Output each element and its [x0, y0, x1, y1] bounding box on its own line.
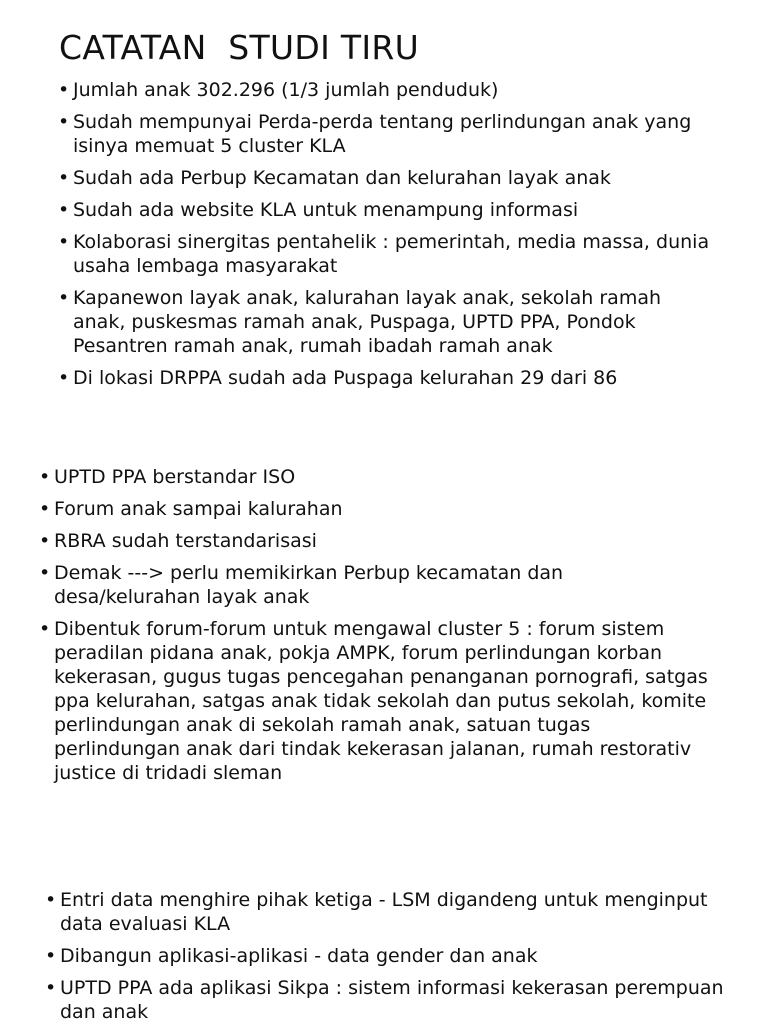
- list-item: [45, 976, 725, 1024]
- bullet-icon: •: [58, 167, 70, 189]
- list-item-text: Jumlah anak 302.296 (1/3 jumlah penduduk): [73, 79, 499, 101]
- list-item-text: Kolaborasi sinergitas pentahelik : pemerintah, media massa, dunia usaha lembaga masyarakat: [73, 231, 710, 277]
- bullet-icon: •: [39, 618, 51, 640]
- notes-list-1: [58, 78, 718, 398]
- list-item: [39, 529, 711, 553]
- list-item-text: RBRA sudah terstandarisasi: [54, 530, 317, 552]
- bullet-icon: •: [45, 889, 57, 911]
- list-item-text: Kapanewon layak anak, kalurahan layak anak, sekolah ramah anak, puskesmas ramah anak, Puspaga, UPTD PPA, Pondok Pesantren ramah anak, rumah ibadah ramah anak: [73, 287, 662, 357]
- list-item-text: Sudah mempunyai Perda-perda tentang perlindungan anak yang isinya memuat 5 cluster KLA: [73, 111, 692, 157]
- bullet-icon: •: [58, 199, 70, 221]
- list-item: [58, 166, 718, 190]
- list-item-text: Demak ---> perlu memikirkan Perbup kecamatan dan desa/kelurahan layak anak: [54, 562, 564, 608]
- bullet-icon: •: [58, 79, 70, 101]
- list-item: [45, 944, 725, 968]
- list-item-text: Dibentuk forum-forum untuk mengawal cluster 5 : forum sistem peradilan pidana anak, pokja AMPK, forum perlindungan korban kekerasan, gugus tugas pencegahan penanganan pornografi, satgas ppa kelurahan, satgas anak tidak sekolah dan putus sekolah, komite perlindungan anak di sekolah ramah anak, satuan tugas perlindungan anak dari tindak kekerasan jalanan, rumah restorativ justice di tridadi sleman: [54, 618, 708, 784]
- list-item: [39, 465, 711, 489]
- list-item-text: Di lokasi DRPPA sudah ada Puspaga kelurahan 29 dari 86: [73, 367, 618, 389]
- list-item: [58, 366, 718, 390]
- notes-list-2: [39, 465, 711, 793]
- list-item-text: Forum anak sampai kalurahan: [54, 498, 343, 520]
- bullet-icon: •: [39, 498, 51, 520]
- page-title: CATATAN STUDI TIRU: [59, 28, 420, 67]
- list-item-text: Entri data menghire pihak ketiga - LSM digandeng untuk menginput data evaluasi KLA: [60, 889, 708, 935]
- list-item: [58, 286, 718, 358]
- list-item: [39, 617, 711, 785]
- list-item: [39, 561, 711, 609]
- bullet-icon: •: [39, 562, 51, 584]
- list-item: [45, 888, 725, 936]
- list-item-text: UPTD PPA berstandar ISO: [54, 466, 296, 488]
- list-item-text: UPTD PPA ada aplikasi Sikpa : sistem informasi kekerasan perempuan dan anak: [60, 977, 724, 1023]
- list-item: [39, 497, 711, 521]
- list-item: [58, 198, 718, 222]
- bullet-icon: •: [58, 231, 70, 253]
- bullet-icon: •: [58, 367, 70, 389]
- list-item: [58, 230, 718, 278]
- bullet-icon: •: [58, 111, 70, 133]
- list-item: [58, 78, 718, 102]
- list-item-text: Sudah ada website KLA untuk menampung informasi: [73, 199, 579, 221]
- notes-list-3: [45, 888, 725, 1032]
- bullet-icon: •: [45, 977, 57, 999]
- bullet-icon: •: [39, 466, 51, 488]
- bullet-icon: •: [39, 530, 51, 552]
- list-item-text: Sudah ada Perbup Kecamatan dan kelurahan layak anak: [73, 167, 611, 189]
- bullet-icon: •: [58, 287, 70, 309]
- list-item: [58, 110, 718, 158]
- bullet-icon: •: [45, 945, 57, 967]
- list-item-text: Dibangun aplikasi-aplikasi - data gender dan anak: [60, 945, 538, 967]
